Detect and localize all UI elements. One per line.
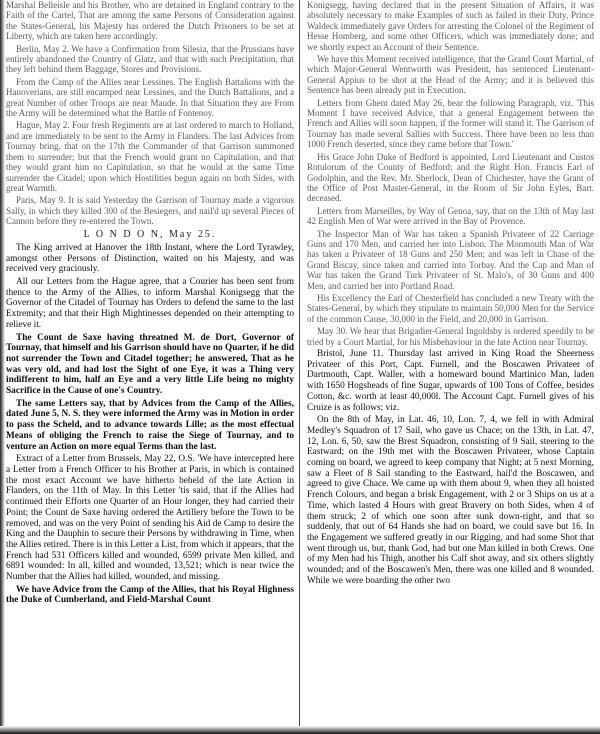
paragraph: Letters from Marseilles, by Way of Genoa, say, that on the 13th of May last 42 English Men of War were arrived in the Bay of Provence. (307, 205, 594, 227)
paragraph: All our Letters from the Hague agree, that a Courier has been sent from thence to the Army of the Allies, to inform Marshal Konigsegg that the Governor of the Citadel of Tournay has Orders to defend the same to the last Extremity; and that their High Mightinesses depended on their attempting to relieve it. (6, 277, 294, 330)
right-faint-section (307, 0, 594, 347)
paragraph: His Excellency the Earl of Chesterfield has concluded a new Treaty with the States-General, by which they stipulate to maintain 50,000 Men for the Service of the common Cause, 30,000 in the Field, and 20,000 in Garrison. (307, 292, 594, 324)
paragraph: Berlin, May 2. We have a Confirmation from Silesia, that the Prussians have entirely abandoned the Country of Glatz, and that with such Precipitation, that they left behind them Baggage, Stores and Provisions. (6, 43, 294, 75)
scan-shadow-left (0, 0, 5, 734)
paragraph: Marshal Belleisle and his Brother, who are detained in England contrary to the Faith of the Cartel, That are among the same Persons of Consideration against the States-General, his Majesty has ordered the Dutch Prisoners to be set at Liberty, which are taken here accordingly. (6, 0, 294, 42)
paragraph: On the 8th of May, in Lat. 46, 10, Lon. 7, 4, we fell in with Admiral Medley's Squadron of 17 Sail, who gave us Chace; on the 13th, in Lat. 47, 12, Lon. 6, 50, saw the Brest Squadron, consisting of 9 Sail, steering to the Eastward; on the 19th met with the Boscawen Privateer, whose Captain coming on board, we agreed to keep company that Night; at 5 next Morning, saw a Fleet of 8 Sail standing to the Eastward, hail'd the Boscawen, and agreed to give Chace. We came up with them about 9, when they all hoisted French Colours, and began a brisk Engagement, with 2 or 3 Ships on us at a Time, which lasted 4 Hours with great Bravery on both Sides, when 4 of them struck; 2 of which one soon after sunk down-right, and that so suddenly, that out of 64 Hands she had on board, we could save but 16. In the Engagement we suffered greatly in our Rigging, and had some Shot that went through us, but, thank God, had but one Man killed in both Crews. One of my Men had his Thigh, another his Calf shot away, and six others slightly wounded; and of the Boscawen's Men, there was one killed and 8 wounded. While we were boarding the other two (307, 415, 594, 586)
london-heading: L O N D O N, May 25. (83, 228, 217, 240)
paragraph: The Inspector Man of War has taken a Spanish Privateer of 22 Carriage Guns and 170 Men, and carried her into Lisbon. The Monmouth Man of War has taken a Privateer of 18 Guns and 250 Men; and was left in Chase of the Grand Biscay, since taken and carried into Torbay. And the Cap and Man of War has taken the Grand Turk Privateer of St. Malo's, of 30 Guns and 400 Men, and carried her into Portland Road. (307, 228, 594, 291)
left-dark-section (6, 243, 294, 606)
paragraph: His Grace John Duke of Bedford is appointed, Lord Lieutenant and Custos Rotulorum of the County of Bedford; and the Right Hon. Francis Earl of Godolphin, and the Rev. Mr. Sherlock, Dean of Chichester, have the Grant of the Office of Post Master-General, in the Room of Sir John Eyles, Bart. deceased. (307, 151, 594, 204)
paragraph: From the Camp of the Allies near Lessines. The English Battalions with the Hanoverians, are still encamped near Lessines, and the Dutch Battalions, and a great Number of other Troops are near Maude. In that Situation they are From the Army will be determined what the Battle of Fontenoy. (6, 76, 294, 119)
right-dark-section (307, 349, 594, 586)
paragraph: We have Advice from the Camp of the Allies, that his Royal Highness the Duke of Cumberland, and Field-Marshal Count (6, 584, 294, 606)
paragraph: The Count de Saxe having threatned M. de Dort, Governor of Tournay, that himself and his Garrison should have no Quarter, if he did not surrender the Town and Citadel together; he answered, That as he was very old, and had lost the Sight of one Eye, it was a Thing very indifferent to him, half an Eye and a very little Life being no mighty Sacrifice in the Cause of one's Country. (6, 332, 294, 397)
paragraph: Letters from Ghent dated May 26, bear the following Paragraph, viz. 'This Moment I have received Advice, that a general Engagement between the French and Allies will soon happen, if the former will stand it. The Garrison of Tournay has made several Sallies with Success. There have been no less than 1000 French deserted, since they came before that Town.' (307, 97, 594, 150)
right-column (307, 0, 594, 734)
paragraph: The King arrived at Hanover the 18th Instant, where the Lord Tyrawley, amongst other Persons of Distinction, waited on his Majesty, and was received very graciously. (6, 242, 294, 275)
paragraph: We have this Moment received intelligence, that the Grand Court Martial, of which Major-General Wentworth was President, has sentenced Lieutenant-General Appius to be shot at the Head of the Army; and it is believed this Sentence has been already put in Execution. (307, 54, 594, 96)
left-column (6, 0, 294, 734)
scan-shadow-bottom (0, 726, 600, 734)
paragraph: Extract of a Letter from Brussels, May 22, O.S. 'We have intercepted here a Letter from a French Officer to his Brother at Paris, in which is contained the most exact Account we have hitherto beheld of the late Action in Flanders, on the 11th of May. In this Letter 'tis said, that if the Allies had continued their Efforts one Quarter of an Hour longer, they had carried their Point; the Count de Saxe having ordered the Artillery before the Town to be removed, and was on the very Point of sending his Aid de Camp to desire the King and the Dauphin to secure their Persons by withdrawing in Time, when the Allies retired. There is in this Letter a List, from which it appears, that the French had 531 Officers killed and wounded, 6599 private Men killed, and 6891 wounded: In all, killed and wounded, 13,521; which is near twice the Number that the Allies had killed, wounded, and missing. (6, 454, 294, 583)
paragraph: May 30. We hear that Brigadier-General Ingoldsby is ordered speedily to be tried by a Court Martial, for his Misbehaviour in the late Action near Tournay. (307, 326, 594, 347)
paragraph: The same Letters say, that by Advices from the Camp of the Allies, dated June 5, N. S. they were informed the Army was in Motion in order to pass the Scheld, and to advance towards Lille; as the most effectual Means of obliging the French to raise the Siege of Tournay, and to venture an Action on more equal Terms than the last. (6, 398, 294, 452)
paragraph: Konigsegg, having declared that in the present Situation of Affairs, it was absolutely necessary to make Examples of such as failed in their Duty, Prince Waldeck immediately gave Orders for arresting the Colonel of the Regiment of Hesse Homberg, and some other Officers, which was immediately done; and we shortly expect an Account of their Sentence. (307, 0, 594, 52)
paragraph: Hague, May 2. Four fresh Regiments are at last ordered to march to Holland, and are immediately to be sent to the Army in Flanders. The last Advices from Tournay bring, that on the 17th the Commander of that Garrison summoned them to surrender; but that the French would grant no Capitulation, and that they would grant him no Capitulation, so that he would at the same Time surrender the Citadel; upon which Hostilities begun again on both Sides, with great Warmth. (6, 120, 294, 193)
paragraph: Bristol, June 11. Thursday last arrived in King Road the Sheerness Privateer of this Port, Capt. Furnell, and the Boscawen Privateer of Dartmouth, Capt. Waller, with a homeward bound Martinico Man, laden with 1650 Hogsheads of fine Sugar, upwards of 100 Tons of Coffee, besides Cotton, &c. worth at least 40,000l. The Account Capt. Furnell gives of his Cruize is as follows; viz. (307, 349, 594, 413)
left-faint-section (6, 0, 294, 227)
column-rule (299, 0, 300, 734)
paragraph: Paris, May 9. It is said Yesterday the Garrison of Tournay made a vigorous Sally, in which they killed 300 of the Besiegers, and nail'd up several Pieces of Cannon before they re-entered the Town. (6, 195, 294, 227)
